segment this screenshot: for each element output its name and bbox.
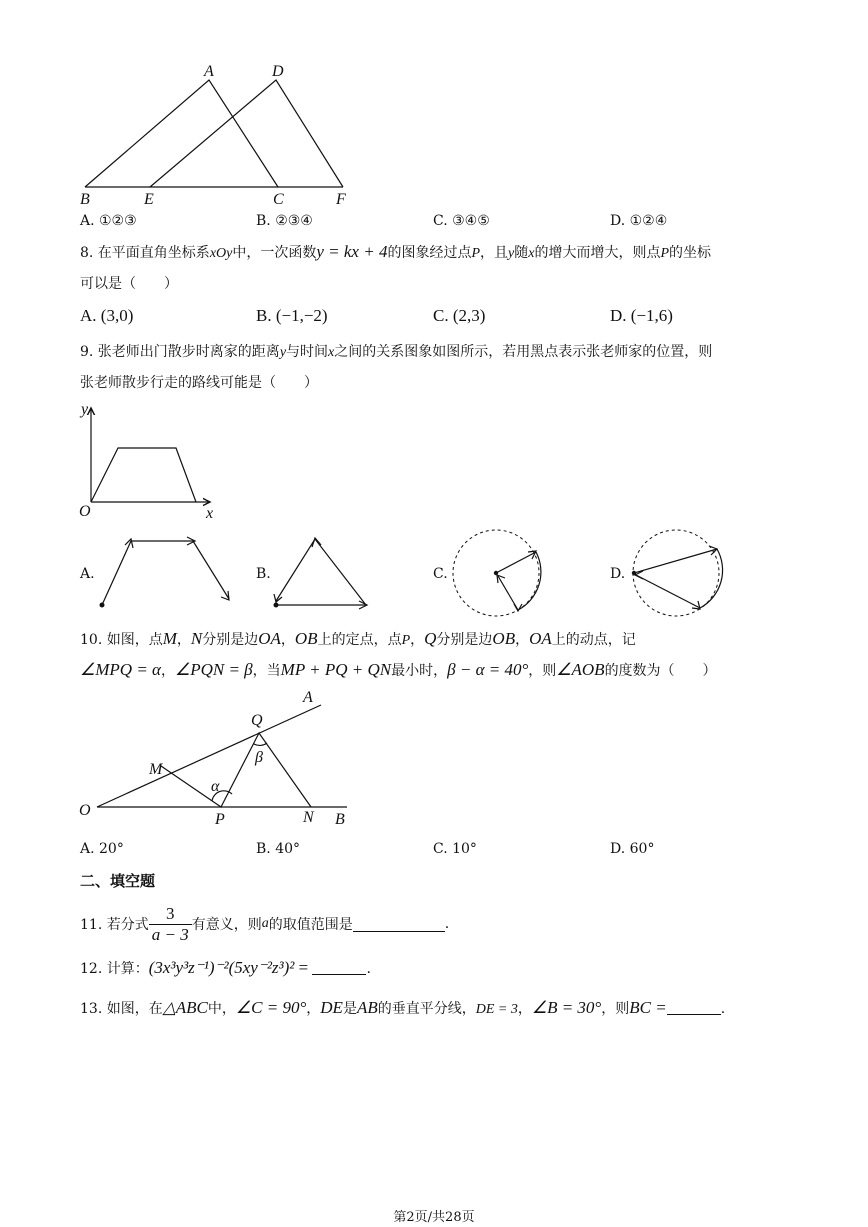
q13-text-a: 13. 如图，在 bbox=[80, 1001, 163, 1017]
q12-equals: = bbox=[294, 958, 313, 977]
label-beta: β bbox=[255, 749, 263, 766]
q10-point-m: M bbox=[162, 629, 177, 648]
route-b-path bbox=[276, 539, 366, 605]
q10-option-d[interactable]: D. 60° bbox=[610, 841, 655, 857]
axis-label-x: x bbox=[206, 505, 214, 522]
q8-option-c[interactable]: C. (2,3) bbox=[433, 306, 486, 325]
q9-var-x: x bbox=[328, 345, 335, 360]
q9-option-d-label[interactable]: D. bbox=[610, 566, 626, 582]
q10-diff: β − α = 40° bbox=[447, 660, 529, 679]
q7-triangles-figure bbox=[70, 60, 370, 210]
q10-text-l2b: 最小时， bbox=[391, 663, 448, 679]
q13-de-value: DE = 3 bbox=[475, 1002, 518, 1017]
q9-text-a: 9. 张老师出门散步时离家的距离 bbox=[80, 344, 280, 360]
q12-answer-blank[interactable] bbox=[312, 960, 366, 975]
label-a: A bbox=[204, 63, 214, 80]
q10-point-q: Q bbox=[424, 629, 437, 648]
q13-angle-c: ∠C = 90° bbox=[235, 998, 307, 1017]
q10-text-b: 分别是边 bbox=[202, 632, 259, 648]
q11-answer-blank[interactable] bbox=[353, 917, 445, 932]
q11-stem bbox=[80, 902, 449, 946]
q13-angle-b: ∠B = 30° bbox=[531, 998, 602, 1017]
q9-option-c-label[interactable]: C. bbox=[433, 566, 448, 582]
q10-text-l2a: ，当 bbox=[252, 663, 281, 679]
home-dot bbox=[494, 571, 498, 575]
q11-denominator: a − 3 bbox=[151, 924, 189, 944]
q10-option-b[interactable]: B. 40° bbox=[256, 841, 301, 857]
q7-option-b[interactable]: B. ②③④ bbox=[256, 213, 313, 229]
label-f: F bbox=[336, 191, 346, 208]
triangle-def bbox=[150, 80, 343, 187]
q11-numerator: 3 bbox=[149, 904, 192, 925]
q10-side-ob-2: OB bbox=[492, 629, 516, 648]
q9-var-y: y bbox=[279, 345, 287, 360]
label-b: B bbox=[335, 811, 345, 828]
label-q: Q bbox=[251, 712, 263, 729]
label-p: P bbox=[215, 811, 225, 828]
q10-angle-aob: ∠AOB bbox=[556, 660, 605, 679]
q9-option-a-label[interactable]: A. bbox=[80, 566, 95, 582]
q8-text-e: 随 bbox=[514, 245, 529, 261]
q12-expression-1: (3x³y³z⁻¹)⁻² bbox=[148, 958, 229, 977]
q10-stem-line1 bbox=[80, 629, 636, 649]
arrow-icon bbox=[514, 604, 522, 611]
q12-period: . bbox=[366, 961, 371, 977]
q8-coord-system: xOy bbox=[209, 246, 233, 261]
q8-text-d: ，且 bbox=[480, 245, 509, 261]
q10-option-c[interactable]: C. 10° bbox=[433, 841, 477, 857]
beta-arc bbox=[254, 743, 267, 745]
ray-oa bbox=[97, 705, 321, 807]
q8-text-f: 的增大而增大，则点 bbox=[534, 245, 661, 261]
q13-period: . bbox=[720, 1001, 726, 1017]
q10-text-l2d: 的度数为（ ） bbox=[604, 663, 717, 679]
q13-comma-2: ， bbox=[517, 1001, 532, 1017]
q8-stem-line2: 可以是（ ） bbox=[80, 276, 178, 292]
q10-side-oa-2: OA bbox=[529, 629, 552, 648]
q8-var-y: y bbox=[508, 246, 515, 261]
q12-stem bbox=[80, 958, 371, 978]
q11-text-c: 的取值范围是 bbox=[268, 917, 353, 933]
q9-distance-time-graph bbox=[72, 398, 222, 523]
label-a: A bbox=[303, 690, 313, 706]
q10-text-c: 上的定点，点 bbox=[317, 632, 402, 648]
q10-stem-line2 bbox=[80, 660, 717, 680]
q9-text-b: 与时间 bbox=[286, 344, 329, 360]
q10-point-n: N bbox=[190, 629, 203, 648]
q8-text-c: 的图象经过点 bbox=[387, 245, 472, 261]
route-a-path bbox=[102, 541, 229, 605]
q10-text-d: 分别是边 bbox=[436, 632, 493, 648]
route-d-return bbox=[636, 575, 700, 608]
q8-point-p2: P bbox=[660, 246, 670, 261]
label-b: B bbox=[80, 191, 90, 208]
q8-function: y = kx + 4 bbox=[316, 242, 388, 261]
axis-label-y: y bbox=[81, 401, 89, 418]
q8-text-a: 8. 在平面直角坐标系 bbox=[80, 245, 210, 261]
q8-point-p: P bbox=[471, 246, 481, 261]
route-c-out bbox=[496, 552, 536, 573]
origin-label: O bbox=[79, 503, 91, 520]
q13-text-d: 是 bbox=[342, 1001, 357, 1017]
q10-sum: MP + PQ + QN bbox=[280, 660, 392, 679]
label-m: M bbox=[149, 761, 163, 778]
q10-text-l2c: ，则 bbox=[528, 663, 557, 679]
route-d-out bbox=[634, 549, 717, 573]
q13-comma: ， bbox=[306, 1001, 321, 1017]
route-c-arc bbox=[518, 552, 541, 610]
q10-comma: ， bbox=[515, 632, 530, 648]
home-dot bbox=[100, 603, 105, 608]
q10-text-a: 10. 如图，点 bbox=[80, 632, 163, 648]
q10-side-ob: OB bbox=[294, 629, 318, 648]
q10-comma: ， bbox=[410, 632, 425, 648]
q13-segment-ab: AB bbox=[356, 998, 378, 1017]
q7-option-d[interactable]: D. ①②④ bbox=[610, 213, 668, 229]
q13-stem bbox=[80, 998, 725, 1018]
q11-var-a: a bbox=[261, 916, 269, 931]
q10-point-p: P bbox=[401, 633, 411, 648]
q13-triangle-abc: △ABC bbox=[162, 998, 208, 1017]
label-e: E bbox=[144, 191, 154, 208]
label-c: C bbox=[273, 191, 284, 208]
q10-angle-mpq: ∠MPQ = α bbox=[80, 660, 161, 679]
triangle-abc bbox=[85, 80, 278, 187]
label-d: D bbox=[272, 63, 284, 80]
page-footer: 第2页/共28页 bbox=[393, 1210, 475, 1225]
q13-answer-blank[interactable] bbox=[667, 1000, 721, 1015]
q10-comma: ， bbox=[176, 632, 191, 648]
q10-comma: ， bbox=[280, 632, 295, 648]
q7-option-c[interactable]: C. ③④⑤ bbox=[433, 213, 490, 229]
q8-stem-line1 bbox=[80, 242, 711, 262]
q9-option-b-route[interactable] bbox=[270, 533, 375, 613]
dashed-circle bbox=[633, 530, 719, 616]
q8-option-a[interactable]: A. (3,0) bbox=[80, 306, 134, 325]
q8-text-g: 的坐标 bbox=[669, 245, 712, 261]
q10-text-e: 上的动点，记 bbox=[551, 632, 636, 648]
q12-text-a: 12. 计算： bbox=[80, 961, 149, 977]
q8-option-d[interactable]: D. (−1,6) bbox=[610, 306, 673, 325]
section-fill-in-blank-heading: 二、填空题 bbox=[80, 872, 156, 890]
q8-text-b: 中，一次函数 bbox=[232, 245, 317, 261]
q13-bc-label: BC = bbox=[629, 998, 667, 1017]
q9-option-d-route[interactable] bbox=[628, 528, 728, 618]
q8-var-x: x bbox=[528, 246, 535, 261]
q9-option-c-route[interactable] bbox=[450, 528, 550, 618]
graph-line bbox=[91, 448, 196, 502]
q11-fraction bbox=[149, 904, 192, 945]
home-dot bbox=[274, 603, 279, 608]
q10-angle-pqn: ∠PQN = β bbox=[174, 660, 253, 679]
q11-text-b: 有意义，则 bbox=[191, 917, 262, 933]
q10-angle-figure bbox=[75, 690, 365, 830]
label-n: N bbox=[303, 809, 314, 826]
q9-stem-line1 bbox=[80, 341, 712, 361]
q11-period: . bbox=[444, 916, 450, 932]
q12-expression-2: (5xy⁻²z³)² bbox=[228, 958, 295, 977]
q13-segment-de: DE bbox=[320, 998, 343, 1017]
q9-option-b-label[interactable]: B. bbox=[256, 566, 271, 582]
q7-option-a[interactable]: A. ①②③ bbox=[80, 213, 137, 229]
q13-text-g: ，则 bbox=[601, 1001, 630, 1017]
q9-option-a-route[interactable] bbox=[95, 533, 235, 613]
q10-comma: ， bbox=[160, 663, 175, 679]
q10-side-oa: OA bbox=[258, 629, 281, 648]
home-dot bbox=[632, 571, 636, 575]
q13-text-e: 的垂直平分线， bbox=[377, 1001, 476, 1017]
q13-text-b: 中， bbox=[207, 1001, 236, 1017]
q8-option-b[interactable]: B. (−1,−2) bbox=[256, 306, 328, 325]
q9-stem-line2: 张老师散步行走的路线可能是（ ） bbox=[80, 375, 318, 391]
q10-option-a[interactable]: A. 20° bbox=[80, 841, 124, 857]
label-alpha: α bbox=[211, 778, 220, 795]
label-o: O bbox=[79, 802, 91, 819]
q11-text-a: 11. 若分式 bbox=[80, 917, 149, 933]
q9-text-c: 之间的关系图象如图所示，若用黑点表示张老师家的位置，则 bbox=[334, 344, 713, 360]
route-d-arc bbox=[700, 549, 723, 608]
